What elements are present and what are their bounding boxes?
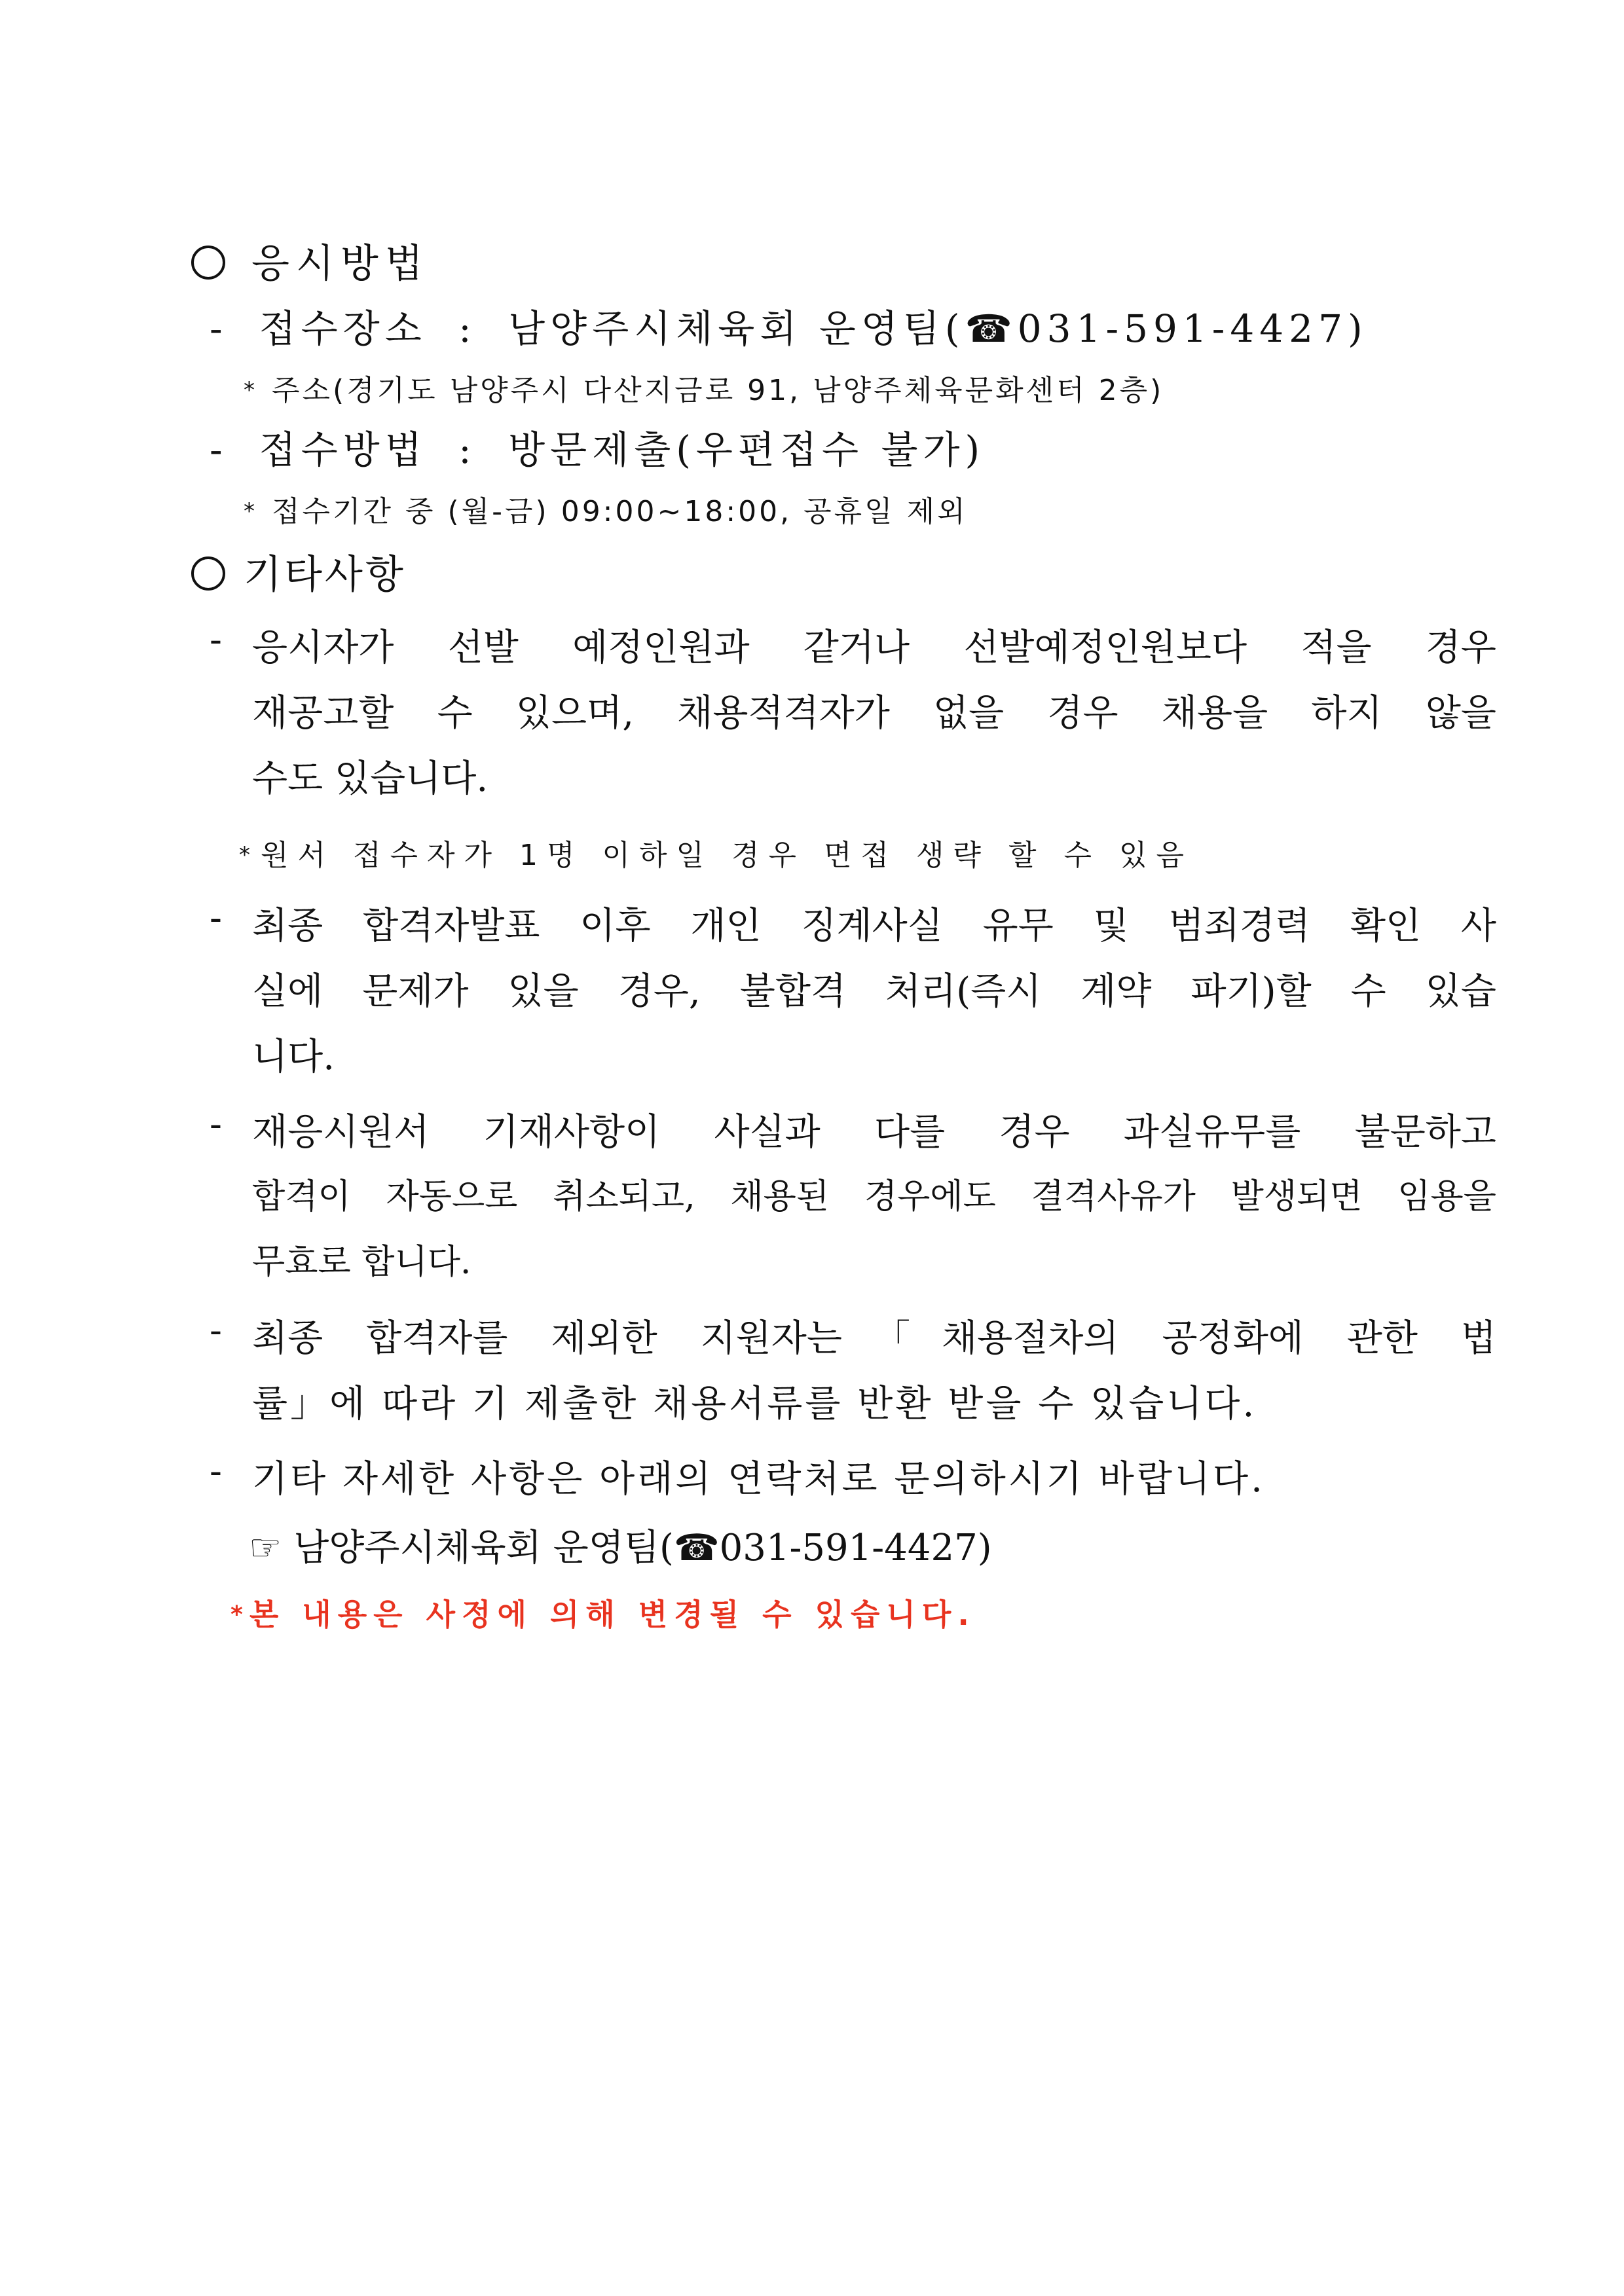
reception-place-line: - 접수장소 : 남양주시체육회 운영팀(☎031-591-4427) — [210, 306, 1368, 351]
circle-bullet-icon — [191, 246, 225, 280]
dash-icon: - — [210, 1450, 222, 1493]
item-1-line-2: 재공고할 수 있으며, 채용적격자가 없을 경우 채용을 하지 않을 — [252, 692, 1496, 735]
item-1-dash — [210, 619, 222, 661]
asterisk-icon: * — [244, 498, 257, 524]
dash-icon: - — [210, 1103, 222, 1146]
item-1-line-1: 응시자가 선발 예정인원과 같거나 선발예정인원보다 적을 경우 — [252, 627, 1496, 669]
circle-bullet-icon — [191, 556, 225, 591]
item-2-dash — [210, 897, 222, 939]
dash-icon: - — [210, 428, 228, 472]
item-3-dash — [210, 1103, 222, 1146]
dash-icon: - — [210, 1309, 222, 1352]
contact-line: ☞ 남양주시체육회 운영팀(☎031-591-4427) — [249, 1527, 992, 1569]
address-note: * 주소(경기도 남양주시 다산지금로 91, 남양주체육문화센터 2층) — [244, 374, 1164, 407]
asterisk-icon: * — [231, 1601, 243, 1628]
asterisk-icon: * — [239, 842, 250, 868]
item-3-line-2: 합격이 자동으로 취소되고, 채용된 경우에도 결격사유가 발생되면 임용을 — [252, 1177, 1496, 1216]
item-1-note: * 원서 접수자가 1명 이하일 경우 면접 생략 할 수 있음 — [239, 839, 1193, 872]
dash-icon: - — [210, 306, 228, 351]
item-3-line-1: 재응시원서 기재사항이 사실과 다를 경우 과실유무를 불문하고 — [252, 1111, 1496, 1154]
dash-icon: - — [210, 619, 222, 661]
item-4-dash — [210, 1309, 222, 1352]
item-3-line-3: 무효로 합니다. — [252, 1243, 471, 1282]
item-5-line-1: 기타 자세한 사항은 아래의 연락처로 문의하시기 바랍니다. — [252, 1458, 1265, 1501]
item-1-line-3: 수도 있습니다. — [252, 757, 489, 800]
item-5-dash — [210, 1450, 222, 1493]
phone-icon: ☎ — [965, 306, 1018, 351]
section-title-other-matters: 기타사항 — [191, 543, 406, 600]
phone-icon: ☎ — [673, 1527, 720, 1569]
reception-method-line: - 접수방법 : 방문제출(우편접수 불가) — [210, 428, 986, 472]
dash-icon: - — [210, 897, 222, 939]
item-2-line-1: 최종 합격자발표 이후 개인 징계사실 유무 및 범죄경력 확인 사 — [252, 905, 1496, 947]
disclaimer-note: * 본 내용은 사정에 의해 변경될 수 있습니다. — [231, 1597, 976, 1632]
item-2-line-2: 실에 문제가 있을 경우, 불합격 처리(즉시 계약 파기)할 수 있습 — [252, 970, 1496, 1013]
item-4-line-2: 률」에 따라 기 제출한 채용서류를 반환 받을 수 있습니다. — [252, 1383, 1257, 1425]
item-2-line-3: 니다. — [252, 1036, 335, 1078]
section-title-application-method: 응시방법 — [191, 232, 430, 289]
item-4-line-1: 최종 합격자를 제외한 지원자는「채용절차의 공정화에 관한 법 — [252, 1317, 1496, 1360]
pointing-hand-icon: ☞ — [249, 1527, 282, 1569]
asterisk-icon: * — [244, 377, 257, 403]
reception-period-note: * 접수기간 중 (월-금) 09:00~18:00, 공휴일 제외 — [244, 495, 968, 528]
